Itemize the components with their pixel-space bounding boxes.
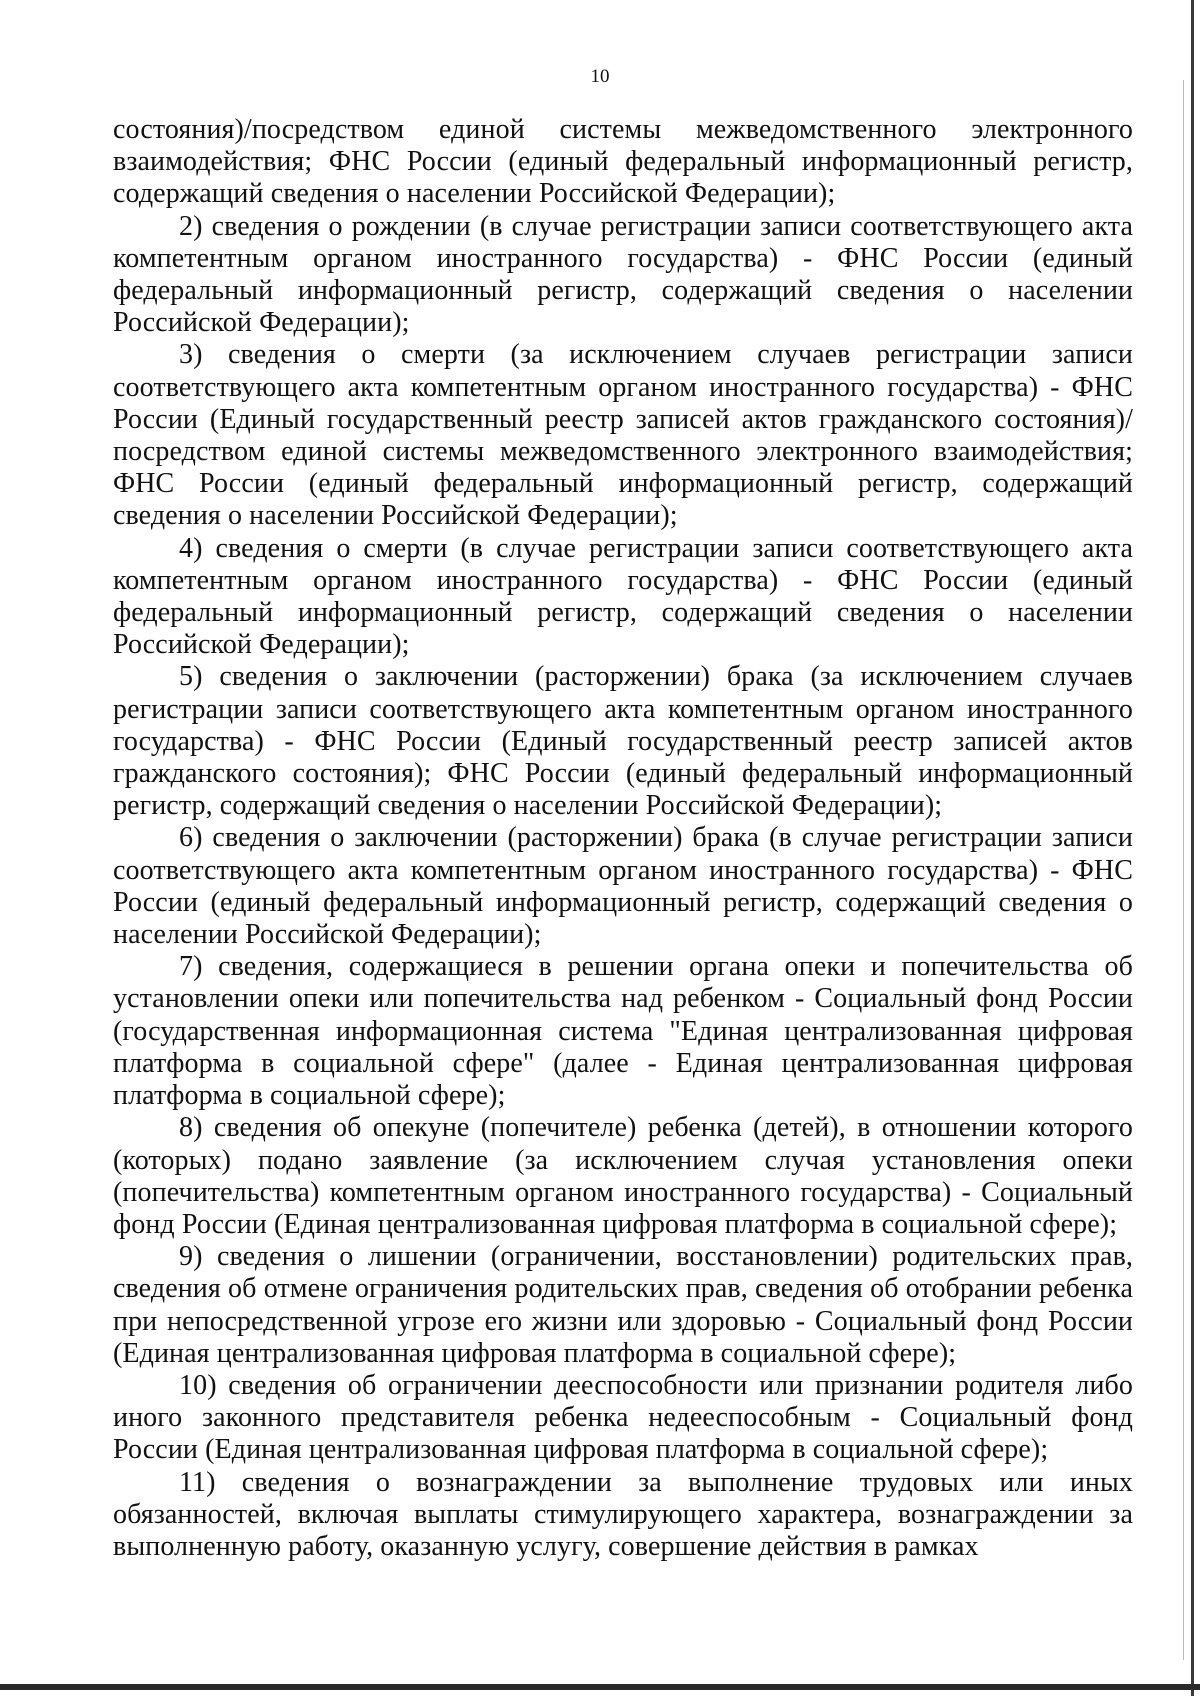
- paragraph-item-8: 8) сведения об опекуне (попечителе) ребенка (детей), в отношении которого (которых) подано заявление (за исключением случая установления опеки (попечительства) компетентным органом иностранного государства) - Социальный фонд России (Единая централизованная цифровая платформа в социальной сфере);: [113, 1112, 1133, 1240]
- paragraph-item-2: 2) сведения о рождении (в случае регистрации записи соответствующего акта компетентным органом иностранного государства) - ФНС России (единый федеральный информационный регистр, содержащий сведения о населении Российской Федерации);: [113, 210, 1133, 339]
- paragraph-item-7: 7) сведения, содержащиеся в решении органа опеки и попечительства об установлении опеки или попечительства над ребенком - Социальный фонд России (государственная информационная система "Единая централизованная цифровая платформа в социальной сфере" (далее - Единая централизованная цифровая платформа в социальной сфере);: [113, 951, 1133, 1112]
- paragraph-item-9: 9) сведения о лишении (ограничении, восстановлении) родительских прав, сведения об отмене ограничения родительских прав, сведения об отобрании ребенка при непосредственной угрозе его жизни или здоровью - Социальный фонд России (Единая централизованная цифровая платформа в социальной сфере);: [113, 1241, 1133, 1369]
- paragraph-item-6: 6) сведения о заключении (расторжении) брака (в случае регистрации записи соответствующего акта компетентным органом иностранного государства) - ФНС России (единый федеральный информационный регистр, содержащий сведения о населении Российской Федерации);: [113, 822, 1133, 951]
- scan-right-border: [1191, 0, 1194, 1696]
- paragraph-item-3: 3) сведения о смерти (за исключением случаев регистрации записи соответствующего акта компетентным органом иностранного государства) - ФНС России (Единый государственный реестр записей актов гражданского состояния)/посредством единой системы межведомственного электронного взаимодействия; ФНС России (единый федеральный информационный регистр, содержащий сведения о населении Российской Федерации);: [113, 339, 1133, 532]
- scan-edge-shadow: [1183, 80, 1184, 1660]
- paragraph-item-5: 5) сведения о заключении (расторжении) брака (за исключением случаев регистрации записи соответствующего акта компетентным органом иностранного государства) - ФНС России (Единый государственный реестр записей актов гражданского состояния); ФНС России (единый федеральный информационный регистр, содержащий сведения о населении Российской Федерации);: [113, 661, 1133, 822]
- paragraph-item-4: 4) сведения о смерти (в случае регистрации записи соответствующего акта компетентным органом иностранного государства) - ФНС России (единый федеральный информационный регистр, содержащий сведения о населении Российской Федерации);: [113, 532, 1133, 661]
- page-number: 10: [590, 66, 610, 87]
- document-body: [113, 114, 1133, 1563]
- paragraph-item-11: 11) сведения о вознаграждении за выполнение трудовых или иных обязанностей, включая выплаты стимулирующего характера, вознаграждении за выполненную работу, оказанную услугу, совершение действия в рамках: [113, 1466, 1133, 1562]
- scan-bottom-border: [0, 1684, 1200, 1690]
- paragraph-item-10: 10) сведения об ограничении дееспособности или признании родителя либо иного законного представителя ребенка недееспособным - Социальный фонд России (Единая централизованная цифровая платформа в социальной сфере);: [113, 1369, 1133, 1466]
- paragraph-continuation: состояния)/посредством единой системы межведомственного электронного взаимодействия; ФНС России (единый федеральный информационный регистр, содержащий сведения о населении Российской Федерации);: [113, 114, 1133, 210]
